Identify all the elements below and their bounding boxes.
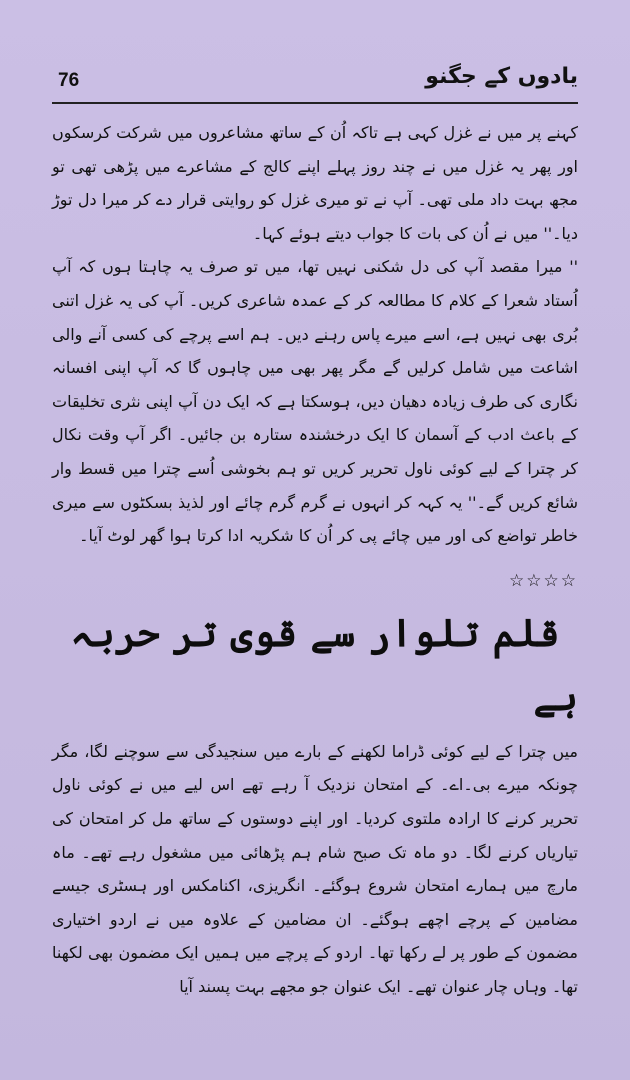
section-separator: ☆☆☆☆ <box>509 570 578 591</box>
chapter-title: قلم تلوار سے قوی تر حربہ ہے <box>70 609 578 719</box>
chapter-paragraph-1: میں چترا کے لیے کوئی ڈراما لکھنے کے بارے میں سنجیدگی سے سوچنے لگا، مگر چونکہ میرے بی۔اے۔ کے امتحان نزدیک آ رہے تھے اس لیے میں نے کوئی ناول تحریر کرنے کا ارادہ ملتوی کردیا۔ اور اپنے دوستوں کے ساتھ مل کر امتحان کی تیاریاں کرنے لگا۔ دو ماہ تک صبح شام ہم پڑھائی میں مشغول رہے تھے۔ ماہ مارچ میں ہمارے امتحان شروع ہوگئے۔ انگریزی، اکنامکس اور ہسٹری جیسے مضامین کے پرچے اچھے ہوگئے۔ ان مضامین کے علاوہ میں نے اردو اختیاری مضمون کے طور پر لے رکھا تھا۔ اردو کے پرچے میں ہمیں ایک مضمون بھی لکھنا تھا۔ وہاں چار عنوان تھے۔ ایک عنوان جو مجھے بہت پسند آیا <box>52 741 578 996</box>
paragraph-2: '' میرا مقصد آپ کی دل شکنی نہیں تھا، میں تو صرف یہ چاہتا ہوں کہ آپ اُستاد شعرا کے کلام کا مطالعہ کر کے عمدہ شاعری کریں۔ آپ کی یہ غزل اتنی بُری بھی نہیں ہے، اسے میرے پاس رہنے دیں۔ ہم اسے پرچے کی کسی آنے والی اشاعت میں شامل کرلیں گے مگر پھر بھی میں چاہوں گا کہ آپ اپنی افسانہ نگاری کی طرف زیادہ دھیان دیں، ہوسکتا ہے کہ ایک دن آپ اپنی نثری تخلیقات کے باعث ادب کے آسمان کا ایک درخشندہ ستارہ بن جائیں۔ اگر آپ وقت نکال کر چترا کے لیے کوئی ناول تحریر کریں تو ہم بخوشی اُسے چترا میں قسط وار شائع کریں گے۔'' یہ کہہ کر انہوں نے گرم گرم چائے اور لذیذ بسکٹوں سے میری خاطر تواضع کی اور میں چائے پی کر اُن کا شکریہ ادا کرتا ہوا گھر لوٹ آیا۔ <box>52 257 578 546</box>
page-number: 76 <box>58 70 80 91</box>
paragraph-1: کہنے پر میں نے غزل کہی ہے تاکہ اُن کے ساتھ مشاعروں میں شرکت کرسکوں اور پھر یہ غزل میں نے چند روز پہلے اپنے کالج کے مشاعرے میں پڑھی تھی تو مجھ بہت داد ملی تھی۔ آپ نے تو میری غزل کو روایتی قرار دے کر میرا دل توڑ دیا۔'' میں نے اُن کی بات کا جواب دیتے ہوئے کہا۔ <box>52 123 578 243</box>
book-title: یادوں کے جگنو <box>425 64 578 89</box>
page-body <box>52 116 578 1003</box>
header-rule <box>52 102 578 104</box>
page-header <box>52 60 578 104</box>
